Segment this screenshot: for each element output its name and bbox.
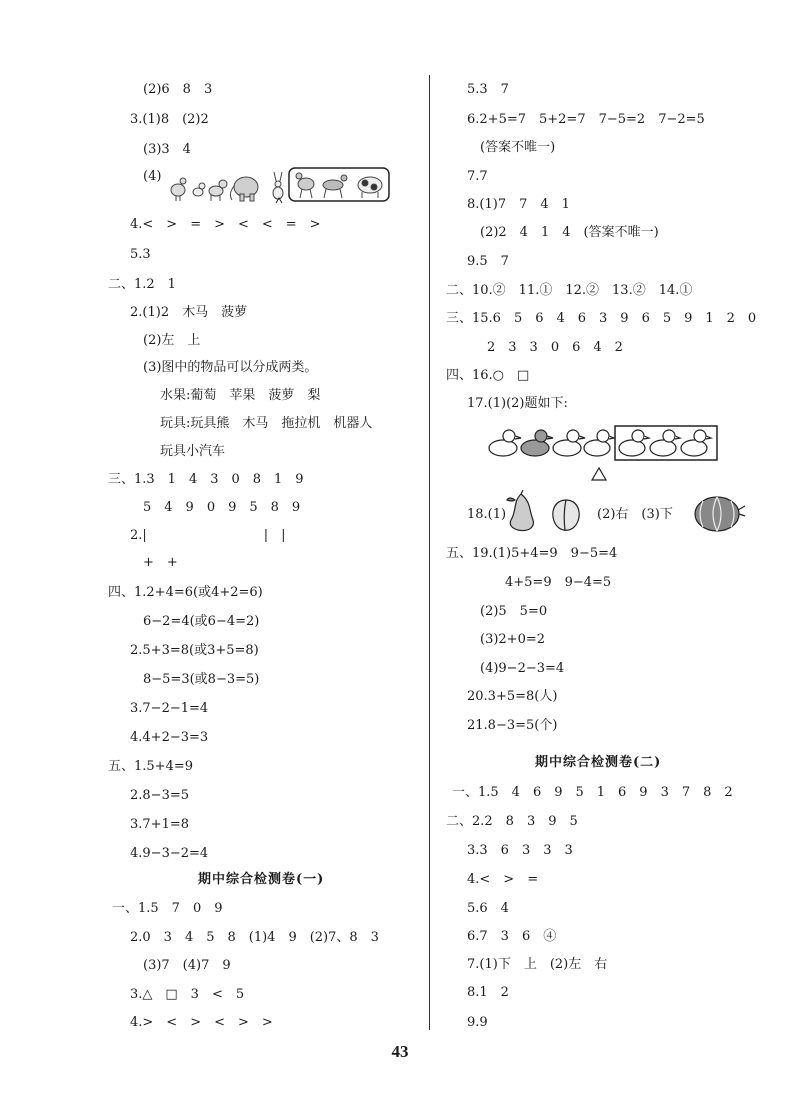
- answer-line: 五、19.(1)5+4=9 9−5=4: [446, 546, 618, 561]
- answer-line: 玩具:玩具熊 木马 拖拉机 机器人: [160, 416, 373, 431]
- answer-line: 9.9: [467, 1015, 488, 1030]
- cow-icon: [358, 177, 382, 198]
- answer-line: 二、10.② 11.① 12.② 13.② 14.①: [446, 283, 693, 298]
- answer-line: (2)左 上: [143, 333, 201, 348]
- answer-line: 9.5 7: [467, 254, 509, 269]
- answer-line: 4+5=9 9−4=5: [505, 575, 612, 590]
- answer-line: 二、1.2 1: [108, 277, 176, 292]
- section-heading: 期中综合检测卷(二): [535, 755, 662, 770]
- duck-icon: [489, 430, 521, 456]
- answer-line: 5 4 9 0 9 5 8 9: [143, 500, 301, 515]
- answer-line: 2.0 3 4 5 8 (1)4 9 (2)7、8 3: [130, 930, 379, 945]
- answer-line: 一、1.5 4 6 9 5 1 6 9 3 7 8 2: [452, 785, 733, 800]
- answer-line: 17.(1)(2)题如下:: [467, 396, 568, 411]
- answer-line: 2.| | |: [130, 528, 286, 543]
- answer-line: 3.7+1=8: [130, 817, 190, 832]
- rabbit-icon: [273, 172, 283, 199]
- watermelon-illustration: [693, 494, 747, 534]
- answer-line: 一、1.5 7 0 9: [112, 901, 223, 916]
- animals-illustration: [168, 166, 390, 204]
- answer-line: (3)2+0=2: [480, 632, 546, 647]
- duck-icon: [521, 430, 553, 456]
- answer-line: (2)右 (3)下: [597, 507, 673, 522]
- duck-icon: [584, 430, 614, 456]
- page-number: 43: [391, 1042, 409, 1061]
- rooster-icon: [171, 178, 186, 201]
- answer-line: 玩具小汽车: [160, 444, 226, 459]
- answer-line: (2)6 8 3: [143, 82, 213, 97]
- answer-line: 5.6 4: [467, 901, 509, 916]
- answer-line: 三、1.3 1 4 3 0 8 1 9: [108, 472, 304, 487]
- section-heading: 期中综合检测卷(一): [198, 872, 325, 887]
- answer-line: (3)图中的物品可以分成两类。: [143, 360, 318, 375]
- answer-line: (2)5 5=0: [480, 604, 548, 619]
- answer-line: 7.7: [467, 169, 488, 184]
- answer-line: 8.(1)7 7 4 1: [467, 197, 570, 212]
- answer-line: 2.5+3=8(或3+5=8): [130, 643, 259, 658]
- answer-line: 20.3+5=8(人): [467, 689, 558, 704]
- elephant-icon: [230, 177, 258, 201]
- answer-line: (3)7 (4)7 9: [143, 958, 231, 973]
- chick-icon: [193, 183, 205, 196]
- duck-icon: [650, 430, 680, 456]
- triangle-icon: [592, 468, 606, 480]
- answer-line: 四、16.○ □: [446, 368, 530, 383]
- answer-line: 6−2=4(或6−4=2): [143, 614, 260, 629]
- answer-line: 4.> < > < > >: [130, 1015, 273, 1030]
- answer-line: 4.4+2−3=3: [130, 730, 209, 745]
- answer-line: 4.< > = > < < = >: [130, 217, 321, 232]
- answer-line: 3.△ □ 3 < 5: [130, 987, 245, 1002]
- answer-line: (4): [143, 169, 162, 184]
- answer-line: 五、1.5+4=9: [108, 759, 194, 774]
- peach-illustration: [547, 494, 585, 534]
- dog-icon: [209, 180, 227, 201]
- column-divider: [429, 75, 430, 1030]
- answer-line: + +: [143, 555, 178, 570]
- answer-line: 8.1 2: [467, 985, 509, 1000]
- answer-line: 8−5=3(或8−3=5): [143, 672, 260, 687]
- answer-line: 4.< > =: [467, 872, 539, 887]
- answer-line: 2.(1)2 木马 菠萝: [130, 305, 248, 320]
- ducks-illustration: [485, 424, 720, 484]
- answer-line: 3.(1)8 (2)2: [130, 112, 209, 127]
- answer-line: (2)2 4 1 4 (答案不唯一): [480, 225, 659, 240]
- answer-line: 7.(1)下 上 (2)左 右: [467, 957, 608, 972]
- zebra-icon: [323, 175, 347, 198]
- answer-line: 2 3 3 0 6 4 2: [487, 340, 623, 355]
- answer-line: 5.3: [130, 247, 151, 262]
- answer-line: (3)3 4: [143, 142, 191, 157]
- duck-icon: [681, 430, 711, 456]
- answer-line: 4.9−3−2=4: [130, 846, 209, 861]
- answer-line: 3.3 6 3 3 3: [467, 843, 573, 858]
- answer-line: 三、15.6 5 6 4 6 3 9 6 5 9 1 2 0: [446, 311, 757, 326]
- duck-icon: [619, 430, 649, 456]
- answer-line: 6.7 3 6 ④: [467, 929, 557, 944]
- answer-line: (4)9−2−3=4: [480, 661, 565, 676]
- answer-line: 18.(1): [467, 507, 507, 522]
- answer-line: 6.2+5=7 5+2=7 7−5=2 7−2=5: [467, 112, 705, 127]
- duck-icon: [553, 430, 585, 456]
- horse-icon: [296, 173, 314, 198]
- answer-line: (答案不唯一): [480, 140, 556, 155]
- answer-line: 水果:葡萄 苹果 菠萝 梨: [160, 388, 321, 403]
- answer-line: 21.8−3=5(个): [467, 718, 558, 733]
- answer-line: 2.8−3=5: [130, 788, 190, 803]
- pear-illustration: [503, 490, 539, 538]
- answer-line: 二、2.2 8 3 9 5: [446, 814, 578, 829]
- answer-line: 5.3 7: [467, 82, 509, 97]
- answer-line: 3.7−2−1=4: [130, 701, 209, 716]
- answer-line: 四、1.2+4=6(或4+2=6): [108, 585, 263, 600]
